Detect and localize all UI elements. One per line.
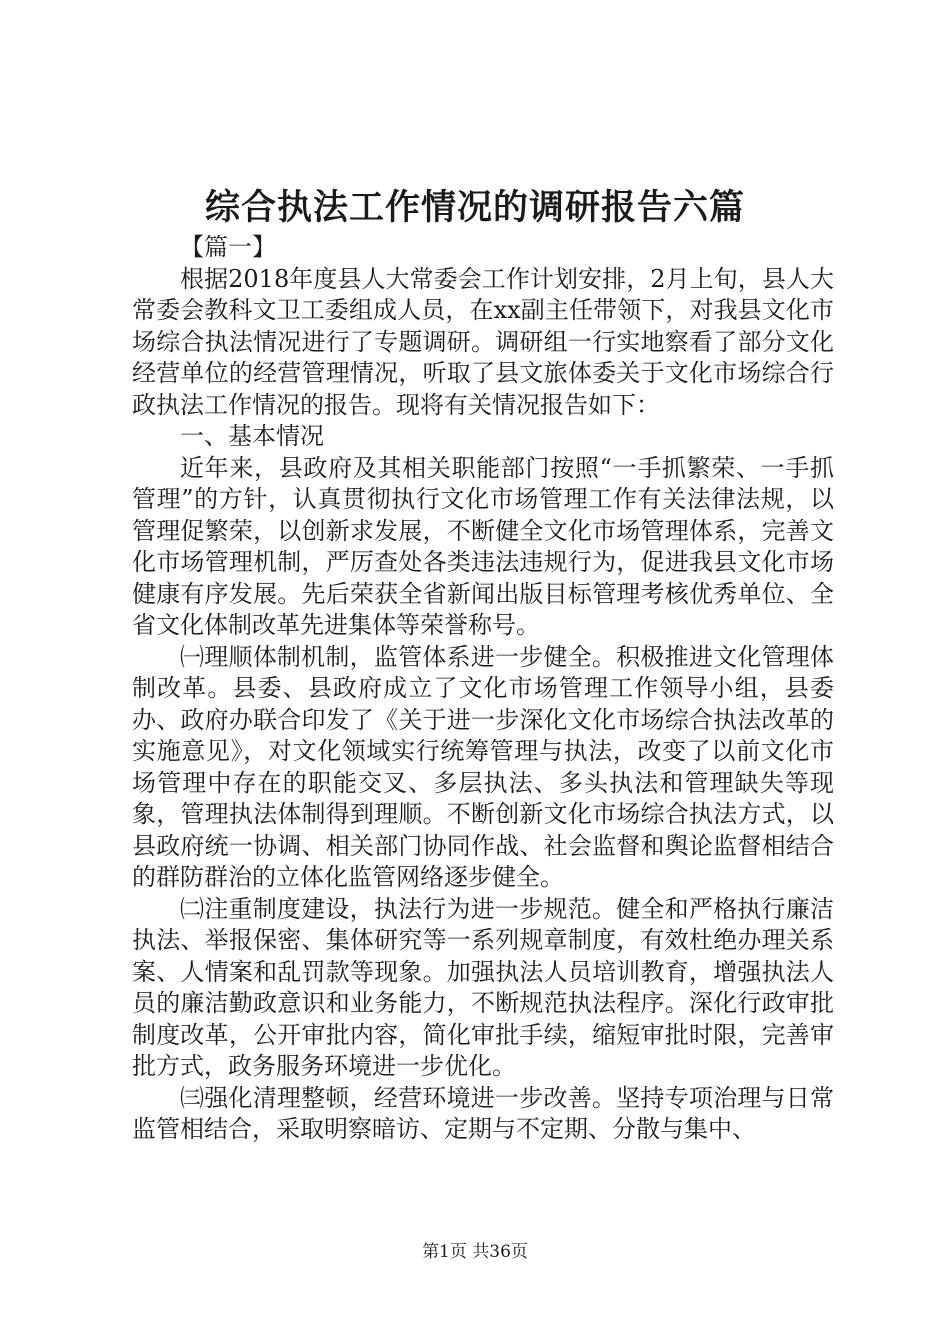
body-paragraph: ㈠理顺体制机制，监管体系进一步健全。积极推进文化管理体制改革。县委、县政府成立了文化市场管理工作领导小组，县委办、政府办联合印发了《关于进一步深化文化市场综合执法改革的实施意见》，对文化领域实行统筹管理与执法，改变了以前文化市场管理中存在的职能交叉、多层执法、多头执法和管理缺失等现象，管理执法体制得到理顺。不断创新文化市场综合执法方式，以县政府统一协调、相关部门协同作战、社会监督和舆论监督相结合的群防群治的立体化监管网络逐步健全。 — [132, 642, 834, 891]
body-paragraph: 根据2018年度县人大常委会工作计划安排，2月上旬，县人大常委会教科文卫工委组成人员，在xx副主任带领下，对我县文化市场综合执法情况进行了专题调研。调研组一行实地察看了部分文化经营单位的经营管理情况，听取了县文旅体委关于文化市场综合行政执法工作情况的报告。现将有关情况报告如下： — [132, 264, 834, 419]
document-title: 综合执法工作情况的调研报告六篇 — [204, 187, 745, 228]
page-number-footer: 第1页 共36页 — [422, 1242, 528, 1262]
body-paragraph: 近年来，县政府及其相关职能部门按照“一手抓繁荣、一手抓管理”的方针，认真贯彻执行文化市场管理工作有关法律法规，以管理促繁荣，以创新求发展，不断健全文化市场管理体系，完善文化市场管理机制，严厉查处各类违法违规行为，促进我县文化市场健康有序发展。先后荣获全省新闻出版目标管理考核优秀单位、全省文化体制改革先进集体等荣誉称号。 — [132, 453, 834, 639]
body-paragraph: ㈢强化清理整顿，经营环境进一步改善。坚持专项治理与日常监管相结合，采取明察暗访、定期与不定期、分散与集中、 — [132, 1083, 834, 1143]
section-heading: 【篇一】 — [180, 233, 276, 261]
document-body — [132, 232, 834, 1146]
body-paragraph: ㈡注重制度建设，执法行为进一步规范。健全和严格执行廉洁执法、举报保密、集体研究等一系列规章制度，有效杜绝办理关系案、人情案和乱罚款等现象。加强执法人员培训教育，增强执法人员的廉洁勤政意识和业务能力，不断规范执法程序。深化行政审批制度改革，公开审批内容，简化审批手续，缩短审批时限，完善审批方式，政务服务环境进一步优化。 — [132, 894, 834, 1080]
section-heading: 一、基本情况 — [180, 422, 324, 450]
